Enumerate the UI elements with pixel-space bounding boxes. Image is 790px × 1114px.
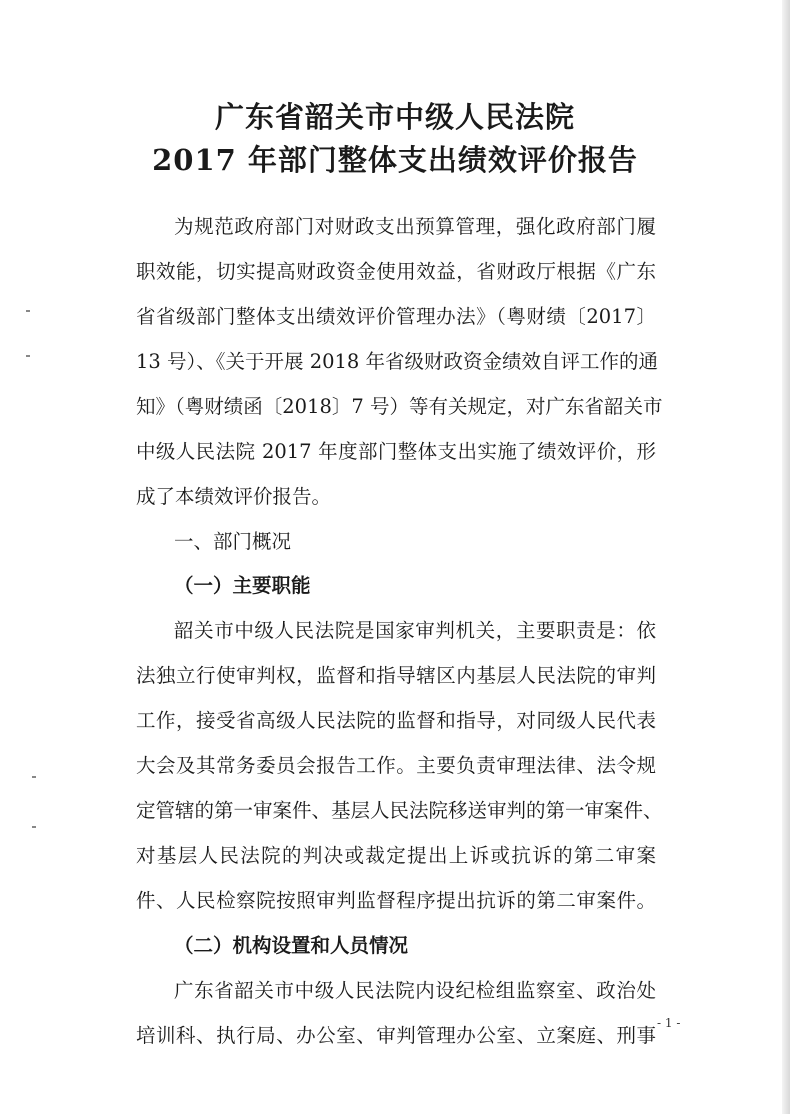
intro-line: 职效能，切实提高财政资金使用效益，省财政厅根据《广东 <box>136 260 656 283</box>
page-number: - 1 - <box>657 1016 681 1030</box>
intro-line: 中级人民法院 2017 年度部门整体支出实施了绩效评价，形 <box>136 440 656 463</box>
body-line: 韶关市中级人民法院是国家审判机关，主要职责是：依 <box>174 619 656 642</box>
section-heading: 一、部门概况 <box>174 530 292 553</box>
body-line: 对基层人民法院的判决或裁定提出上诉或抗诉的第二审案 <box>136 844 656 867</box>
intro-line: 为规范政府部门对财政支出预算管理，强化政府部门履 <box>174 215 656 238</box>
scan-speck <box>26 310 30 312</box>
scan-speck <box>26 355 30 357</box>
intro-line: 省省级部门整体支出绩效评价管理办法》（粤财绩〔2017〕 <box>136 305 656 328</box>
intro-line: 13 号）、《关于开展 2018 年省级财政资金绩效自评工作的通 <box>136 350 659 373</box>
body-line: 件、人民检察院按照审判监督程序提出抗诉的第二审案件。 <box>136 889 656 912</box>
intro-line: 成了本绩效评价报告。 <box>136 485 332 508</box>
body-line: 培训科、执行局、办公室、审判管理办公室、立案庭、刑事 <box>136 1024 656 1047</box>
body-line: 广东省韶关市中级人民法院内设纪检组监察室、政治处 <box>174 979 656 1002</box>
body-line: 定管辖的第一审案件、基层人民法院移送审判的第一审案件、 <box>136 799 663 822</box>
body-line: 法独立行使审判权，监督和指导辖区内基层人民法院的审判 <box>136 664 656 687</box>
scan-speck <box>32 776 36 778</box>
subsection-heading: （一）主要职能 <box>174 574 311 597</box>
scan-speck <box>32 826 36 828</box>
subsection-heading: （二）机构设置和人员情况 <box>174 934 409 957</box>
body-line: 工作，接受省高级人民法院的监督和指导，对同级人民代表 <box>136 709 656 732</box>
body-line: 大会及其常务委员会报告工作。主要负责审理法律、法令规 <box>136 754 656 777</box>
doc-title-line2: 2017 年部门整体支出绩效评价报告 <box>152 143 638 177</box>
intro-line: 知》（粤财绩函〔2018〕7 号）等有关规定，对广东省韶关市 <box>136 395 663 418</box>
doc-title-line1: 广东省韶关市中级人民法院 <box>214 100 575 134</box>
